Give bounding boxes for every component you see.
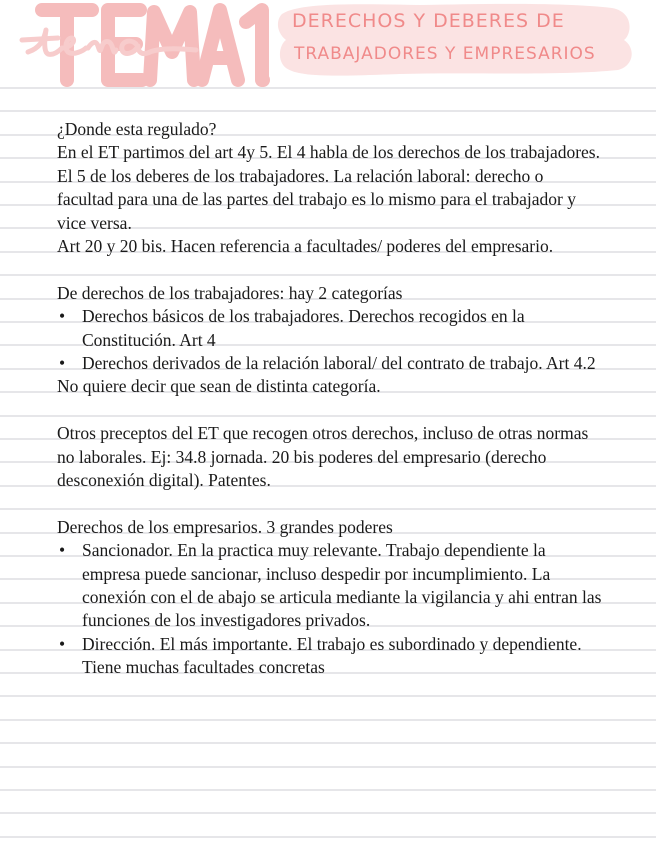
paragraph-art-20: Art 20 y 20 bis. Hacen referencia a facultades/ poderes del empresario.	[57, 236, 554, 257]
ruled-line	[0, 836, 656, 838]
header-subtitle-line-2: TRABAJADORES Y EMPRESARIOS	[294, 44, 596, 64]
ruled-line	[0, 766, 656, 768]
paragraph-derechos-intro: De derechos de los trabajadores: hay 2 categorías	[57, 282, 403, 303]
ruled-line	[0, 719, 656, 721]
header-subtitle-line-1: DERECHOS Y DEBERES DE	[292, 10, 565, 32]
ruled-line	[0, 789, 656, 791]
tema-big-lettering	[42, 10, 262, 80]
paragraph-empresarios-intro: Derechos de los empresarios. 3 grandes poderes	[57, 516, 393, 537]
derechos-list	[57, 305, 602, 375]
tema-dot	[256, 73, 270, 87]
list-item: • Derechos básicos de los trabajadores. Derechos recogidos en la Constitución. Art 4	[57, 305, 602, 352]
ruled-line	[0, 695, 656, 697]
paragraph-otros-preceptos: Otros preceptos del ET que recogen otros derechos, incluso de otras normas no laborales. Ej: 34.8 jornada. 20 bis poderes del empresario (derecho desconexión digital). Patentes.	[57, 423, 589, 491]
ruled-line	[0, 812, 656, 814]
blank-line	[57, 258, 602, 281]
note-body	[57, 118, 602, 680]
paragraph-no-quiere-decir: No quiere decir que sean de distinta categoría.	[57, 376, 381, 397]
question-regulado: ¿Donde esta regulado?	[57, 119, 217, 139]
poderes-list	[57, 539, 602, 679]
blank-line	[57, 399, 602, 422]
list-item: • Derechos derivados de la relación laboral/ del contrato de trabajo. Art 4.2	[57, 352, 602, 375]
ruled-line	[0, 110, 656, 112]
blank-line	[57, 492, 602, 515]
list-item: • Dirección. El más importante. El trabajo es subordinado y dependiente. Tiene muchas facultades concretas	[57, 633, 602, 680]
paragraph-et-articulos: En el ET partimos del art 4y 5. El 4 habla de los derechos de los trabajadores. El 5 de los deberes de los trabajadores. La relación laboral: derecho o facultad para una de las partes del trabajo es lo mismo para el trabajador y vice versa.	[57, 142, 600, 233]
list-item: • Sancionador. En la practica muy relevante. Trabajo dependiente la empresa puede sancionar, incluso despedir por incumplimiento. La conexión con el de abajo se articula mediante la vigilancia y ahi entran las funciones de los investigadores privados.	[57, 539, 602, 633]
ruled-line	[0, 742, 656, 744]
page-header	[0, 0, 656, 95]
